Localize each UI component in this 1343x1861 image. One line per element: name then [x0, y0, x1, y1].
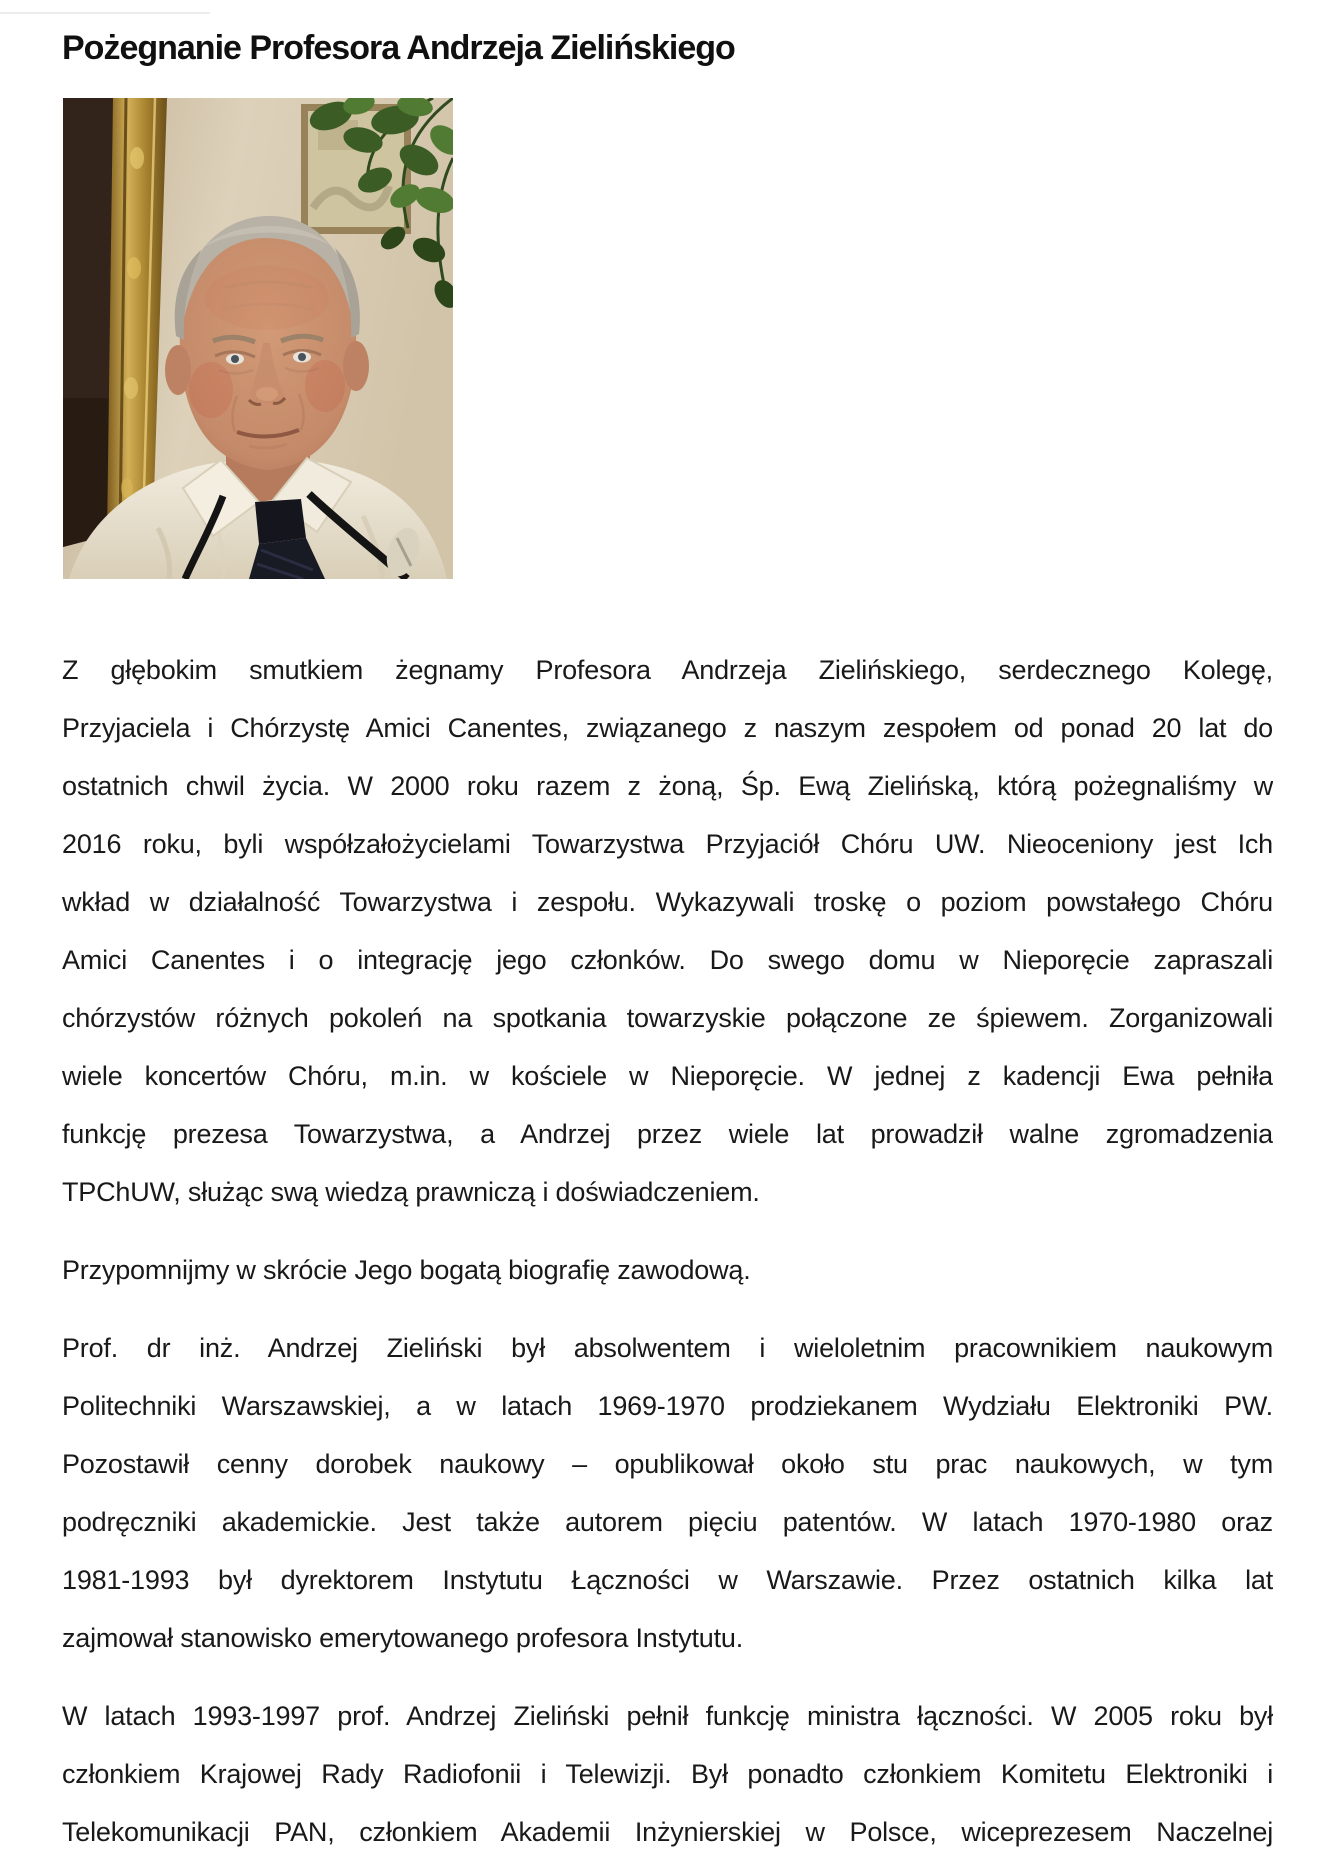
paragraph-1	[62, 641, 1273, 1221]
text-line: członkiem Krajowej Rady Radiofonii i Telewizji. Był ponadto członkiem Komitetu Elektroniki i	[62, 1759, 1273, 1789]
paragraph-4	[62, 1687, 1273, 1861]
page-top-edge-artifact	[0, 12, 210, 14]
document-title: Pożegnanie Profesora Andrzeja Zielińskiego	[62, 29, 735, 67]
text-line: funkcję prezesa Towarzystwa, a Andrzej przez wiele lat prowadził walne zgromadzenia	[62, 1119, 1273, 1149]
paragraph-3	[62, 1319, 1273, 1667]
text-line: ostatnich chwil życia. W 2000 roku razem z żoną, Śp. Ewą Zielińską, którą pożegnaliśmy w	[62, 771, 1273, 801]
text-line: Przypomnijmy w skrócie Jego bogatą biografię zawodową.	[62, 1255, 751, 1285]
text-line: 2016 roku, byli współzałożycielami Towarzystwa Przyjaciół Chóru UW. Nieoceniony jest Ich	[62, 829, 1273, 859]
text-line: Pozostawił cenny dorobek naukowy – opublikował około stu prac naukowych, w tym	[62, 1449, 1273, 1479]
text-line: Prof. dr inż. Andrzej Zieliński był absolwentem i wieloletnim pracownikiem naukowym	[62, 1333, 1273, 1363]
text-line: W latach 1993-1997 prof. Andrzej Zieliński pełnił funkcję ministra łączności. W 2005 roku był	[62, 1701, 1273, 1731]
text-line: zajmował stanowisko emerytowanego profesora Instytutu.	[62, 1623, 744, 1653]
text-line: TPChUW, służąc swą wiedzą prawniczą i doświadczeniem.	[62, 1177, 760, 1207]
text-line: wiele koncertów Chóru, m.in. w kościele w Nieporęcie. W jednej z kadencji Ewa pełniła	[62, 1061, 1273, 1091]
text-line: chórzystów różnych pokoleń na spotkania towarzyskie połączone ze śpiewem. Zorganizowali	[62, 1003, 1273, 1033]
text-line: Przyjaciela i Chórzystę Amici Canentes, związanego z naszym zespołem od ponad 20 lat do	[62, 713, 1273, 743]
text-line: 1981-1993 był dyrektorem Instytutu Łączności w Warszawie. Przez ostatnich kilka lat	[62, 1565, 1273, 1595]
text-line: podręczniki akademickie. Jest także autorem pięciu patentów. W latach 1970-1980 oraz	[62, 1507, 1273, 1537]
paragraph-2	[62, 1241, 1273, 1299]
text-line: Politechniki Warszawskiej, a w latach 1969-1970 prodziekanem Wydziału Elektroniki PW.	[62, 1391, 1273, 1421]
professor-photo	[63, 98, 453, 579]
text-line: wkład w działalność Towarzystwa i zespołu. Wykazywali troskę o poziom powstałego Chóru	[62, 887, 1273, 917]
text-line: Telekomunikacji PAN, członkiem Akademii Inżynierskiej w Polsce, wiceprezesem Naczelnej	[62, 1817, 1273, 1847]
text-line: Z głębokim smutkiem żegnamy Profesora Andrzeja Zielińskiego, serdecznego Kolegę,	[62, 655, 1273, 685]
document-body	[62, 641, 1273, 1861]
text-line: Amici Canentes i o integrację jego członków. Do swego domu w Nieporęcie zapraszali	[62, 945, 1273, 975]
portrait-image	[63, 98, 453, 579]
